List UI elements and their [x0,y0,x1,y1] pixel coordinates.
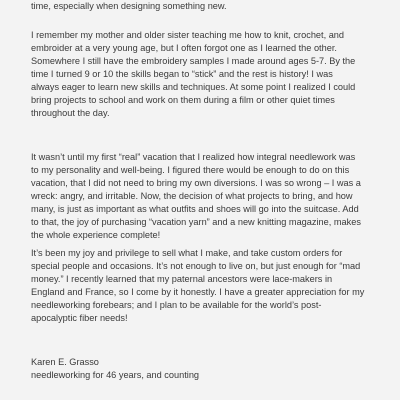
text-line: It’s been my joy and privilege to sell what I make, and take custom orders for [31,248,343,258]
signature-tagline: needleworking for 46 years, and counting [31,370,200,380]
text-line: money.” I recently learned that my paternal ancestors were lace-makers in [31,274,333,284]
top-fragment [31,0,383,13]
text-line: to that, the joy of purchasing “vacation yarn” and a new knitting magazine, makes [31,217,361,227]
text-line: embroider at a very young age, but I often forgot one as I learned the other. [31,43,337,53]
text-line: vacation, that I did not need to bring my own diversions. I was so wrong – I was a [31,178,361,188]
text-line: special people and occasions. It’s not enough to live on, but just enough for “mad [31,261,361,271]
text-line: apocalyptic fiber needs! [31,313,128,323]
text-line: throughout the day. [31,108,110,118]
text-line: England and France, so I come by it honestly. I have a greater appreciation for my [31,287,365,297]
paragraph-1 [31,29,383,120]
text-line: the whole experience complete! [31,230,161,240]
text-line: I remember my mother and older sister teaching me how to knit, crochet, and [31,30,345,40]
text-line: to my personality and well-being. I figured there would be enough to do on this [31,165,350,175]
text-line: time I turned 9 or 10 the skills began to “stick” and the rest is history! I was [31,69,333,79]
text-line: many, is just as important as what outfits and shoes will go into the suitcase. Add [31,204,359,214]
text-line: time, especially when designing something new. [31,1,227,11]
text-line: always eager to learn new skills and techniques. At some point I realized I could [31,82,356,92]
signature-name: Karen E. Grasso [31,357,99,367]
text-line: bring projects to school and work on them during a film or other quiet times [31,95,335,105]
text-line: It wasn’t until my first “real” vacation that I realized how integral needlework was [31,152,356,162]
text-line: Somewhere I still have the embroidery samples I made around ages 5-7. By the [31,56,356,66]
text-line: wreck: angry, and irritable. Now, the decision of what projects to bring, and how [31,191,353,201]
paragraph-2 [31,151,383,242]
signature-block [31,356,383,382]
text-line: needleworking forebears; and I plan to be available for the world’s post- [31,300,322,310]
paragraph-3 [31,247,383,325]
